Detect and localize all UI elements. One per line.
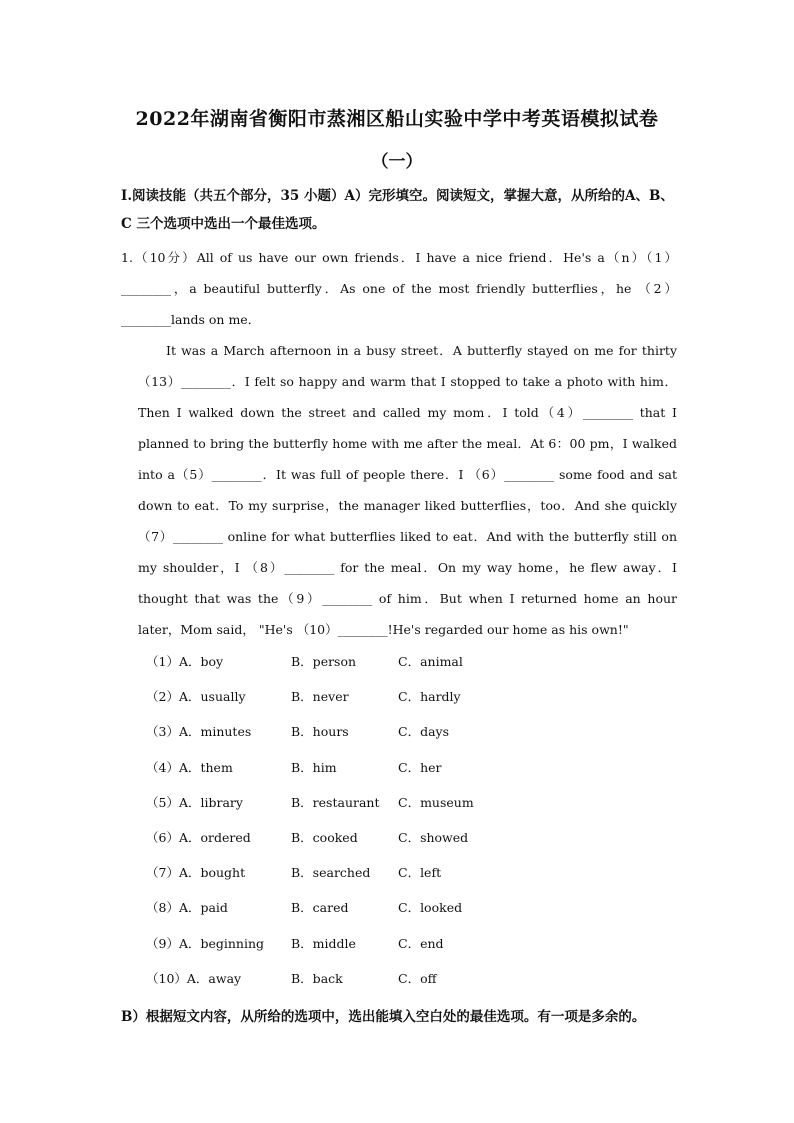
option-number: （3） bbox=[146, 724, 179, 740]
option-a-text: A．ordered bbox=[178, 829, 251, 845]
option-number: （10） bbox=[146, 970, 187, 986]
option-a[interactable] bbox=[146, 828, 251, 846]
option-b[interactable]: B．restaurant bbox=[291, 794, 380, 810]
question-intro-text: All of us have our own friends．I have a nice friend．He's a（n）（1）________，a beautiful butterfly．As one of the most friendly butterflies，he （2）________lands on me． bbox=[121, 250, 677, 327]
option-c[interactable]: C．hardly bbox=[398, 689, 461, 705]
option-b[interactable]: B．hours bbox=[291, 724, 349, 740]
section-instruction-cloze: I.阅读技能（共五个部分，35 小题）A）完形填空。阅读短文，掌握大意，从所给的A、B、C 三个选项中选出一个最佳选项。 bbox=[121, 188, 674, 232]
option-a-text: A．bought bbox=[178, 865, 246, 881]
option-b[interactable]: B．him bbox=[291, 759, 337, 775]
option-a[interactable] bbox=[146, 722, 251, 740]
option-a-text: A．paid bbox=[178, 900, 228, 916]
option-c[interactable]: C．animal bbox=[398, 654, 463, 669]
option-number: （9） bbox=[146, 935, 179, 951]
option-a[interactable] bbox=[146, 687, 246, 705]
option-c[interactable]: C．museum bbox=[398, 794, 474, 810]
option-a-text: A．usually bbox=[178, 689, 246, 705]
option-row bbox=[146, 934, 646, 969]
option-number: （5） bbox=[146, 794, 179, 810]
option-a[interactable] bbox=[146, 793, 243, 811]
option-a[interactable] bbox=[146, 758, 233, 776]
options-list bbox=[146, 652, 646, 1004]
option-number: （8） bbox=[146, 900, 179, 916]
page-subtitle: （一） bbox=[371, 152, 423, 172]
option-c[interactable]: C．looked bbox=[398, 900, 463, 916]
option-c[interactable]: C．off bbox=[398, 970, 437, 986]
option-a-text: A．minutes bbox=[178, 724, 252, 740]
option-c[interactable]: C．end bbox=[398, 935, 444, 951]
cloze-passage bbox=[121, 242, 677, 645]
option-row bbox=[146, 863, 646, 898]
option-row bbox=[146, 828, 646, 863]
option-number: （7） bbox=[146, 865, 179, 881]
passage-paragraph: It was a March afternoon in a busy street．A butterfly stayed on me for thirty（13）________．I felt so happy and warm that I stopped to take a photo with him．Then I walked down the street and called my mom．I told（4）________ that I planned to bring the butterfly home with me after the meal．At 6：00 pm，I walked into a（5）________．It was full of people there．I （6）________ some food and sat down to eat．To my surprise，the manager liked butterflies，too．And she quickly （7）________ online for what butterflies liked to eat．And with the butterfly still on my shoulder，I （8）________ for the meal．On my way home，he flew away．I thought that was the（9）________ of him．But when I returned home an hour later，Mom said， "He's （10）________!He's regarded our home as his own!" bbox=[138, 343, 677, 637]
option-c[interactable]: C．showed bbox=[398, 829, 469, 845]
page-title: 2022年湖南省衡阳市蒸湘区船山实验中学中考英语模拟试卷 bbox=[135, 108, 659, 130]
option-c[interactable]: C．days bbox=[398, 724, 449, 740]
option-row bbox=[146, 687, 646, 722]
option-row bbox=[146, 652, 646, 687]
option-b[interactable]: B．middle bbox=[291, 935, 356, 951]
option-number: （1） bbox=[146, 654, 179, 669]
option-row bbox=[146, 758, 646, 793]
option-b[interactable]: B．never bbox=[291, 689, 349, 705]
option-row bbox=[146, 722, 646, 757]
option-b[interactable]: B．cared bbox=[291, 900, 349, 916]
option-a[interactable] bbox=[146, 969, 241, 987]
section-instruction-b: B）根据短文内容，从所给的选项中，选出能填入空白处的最佳选项。有一项是多余的。 bbox=[121, 1009, 646, 1025]
option-row bbox=[146, 969, 646, 1004]
option-number: （4） bbox=[146, 759, 179, 775]
option-b[interactable]: B．searched bbox=[291, 865, 371, 881]
option-a-text: A．away bbox=[186, 970, 242, 986]
option-row bbox=[146, 898, 646, 933]
option-a-text: A．beginning bbox=[178, 935, 265, 951]
option-a-text: A．them bbox=[178, 759, 233, 775]
option-a[interactable] bbox=[146, 934, 264, 952]
option-number: （2） bbox=[146, 689, 179, 705]
option-row bbox=[146, 793, 646, 828]
option-a-text: A．library bbox=[178, 794, 243, 810]
option-a-text: A．boy bbox=[178, 654, 224, 669]
option-b[interactable]: B．cooked bbox=[291, 829, 358, 845]
option-a[interactable] bbox=[146, 652, 223, 670]
option-c[interactable]: C．her bbox=[398, 759, 442, 775]
option-number: （6） bbox=[146, 829, 179, 845]
option-b[interactable]: B．person bbox=[291, 654, 357, 669]
question-number: 1.（10分） bbox=[121, 250, 197, 265]
question-intro bbox=[121, 242, 677, 335]
option-c[interactable]: C．left bbox=[398, 865, 442, 881]
option-b[interactable]: B．back bbox=[291, 970, 343, 986]
option-a[interactable] bbox=[146, 898, 228, 916]
option-a[interactable] bbox=[146, 863, 245, 881]
